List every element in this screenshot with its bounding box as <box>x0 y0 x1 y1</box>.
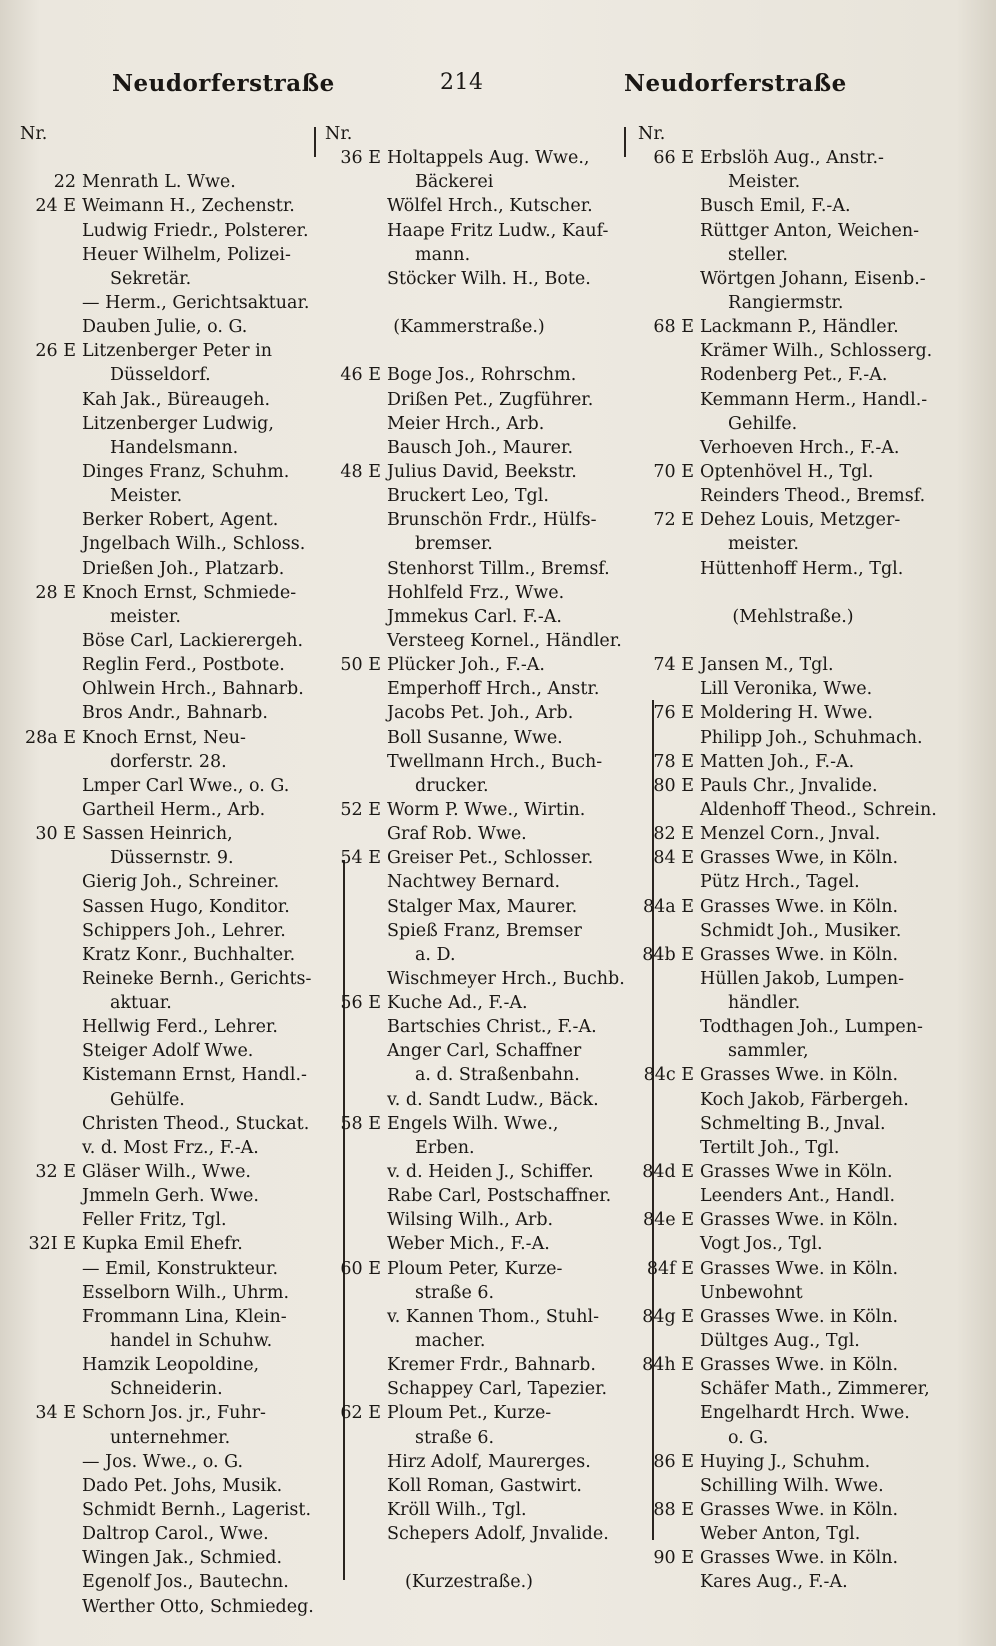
resident-text: Dehez Louis, Metzger- <box>700 510 901 531</box>
resident-text: Kuche Ad., F.-A. <box>387 993 528 1014</box>
resident-line: Schmelting B., Jnval. <box>700 1113 886 1134</box>
resident-line: Kremer Frdr., Bahnarb. <box>387 1355 596 1376</box>
resident-line: Kratz Konr., Buchhalter. <box>82 944 296 965</box>
column-number-label: Nr. <box>20 124 48 144</box>
resident-text: Optenhövel H., Tgl. <box>700 461 874 482</box>
resident-line: — Emil, Konstrukteur. <box>82 1258 279 1279</box>
resident-line: Drißen Pet., Zugführer. <box>387 389 594 410</box>
continuation-line: händler. <box>728 993 801 1014</box>
resident-line: Litzenberger Ludwig, <box>82 413 274 434</box>
resident-line: Kistemann Ernst, Handl.- <box>82 1065 307 1086</box>
resident-line: Bartschies Christ., F.-A. <box>387 1017 597 1038</box>
resident-line: v. d. Most Frz., F.-A. <box>82 1137 259 1158</box>
resident-text: Lackmann P., Händler. <box>700 317 899 338</box>
house-entry <box>20 339 320 363</box>
resident-line: — Herm., Gerichtsaktuar. <box>82 292 310 313</box>
resident-line: Leenders Ant., Handl. <box>700 1186 896 1207</box>
resident-line: v. d. Sandt Ludw., Bäck. <box>387 1089 599 1110</box>
resident-text: Engels Wilh. Wwe., <box>387 1113 559 1134</box>
continuation-line: a. D. <box>415 944 456 965</box>
resident-line: Philipp Joh., Schuhmach. <box>700 727 923 748</box>
resident-line: Busch Emil, F.-A. <box>700 196 851 217</box>
house-number: 72 E <box>653 510 694 531</box>
resident-line: Weber Mich., F.-A. <box>387 1234 550 1255</box>
resident-line: Schippers Joh., Lehrer. <box>82 920 286 941</box>
resident-text: Knoch Ernst, Schmiede- <box>82 582 297 603</box>
resident-line: Bros Andr., Bahnarb. <box>82 703 268 724</box>
house-number: 26 E <box>35 341 76 362</box>
continuation-line: handel in Schuhw. <box>110 1331 273 1352</box>
house-number: 84e E <box>643 1210 694 1231</box>
house-entry <box>325 991 633 1015</box>
resident-text: Grasses Wwe in Köln. <box>700 1162 893 1183</box>
resident-text: Greiser Pet., Schlosser. <box>387 848 594 869</box>
resident-line: Wörtgen Johann, Eisenb.- <box>700 268 926 289</box>
house-entry <box>638 1063 968 1087</box>
house-entry <box>638 846 968 870</box>
house-entry <box>325 1112 633 1136</box>
resident-text: Pauls Chr., Jnvalide. <box>700 775 878 796</box>
continuation-line: Düssernstr. 9. <box>110 848 234 869</box>
resident-line: v. Kannen Thom., Stuhl- <box>387 1306 600 1327</box>
continuation-line: straße 6. <box>415 1282 495 1303</box>
house-entry <box>325 363 633 387</box>
page-number: 214 <box>440 70 484 95</box>
house-entry <box>325 1401 633 1425</box>
house-entry <box>20 581 320 605</box>
resident-line: Koch Jakob, Färbergeh. <box>700 1089 909 1110</box>
resident-line: Bausch Joh., Maurer. <box>387 437 574 458</box>
spacer <box>638 581 968 605</box>
house-entry <box>638 1160 968 1184</box>
house-entry <box>325 653 633 677</box>
resident-line: Sassen Hugo, Konditor. <box>82 896 290 917</box>
resident-line: Krämer Wilh., Schlosserg. <box>700 341 933 362</box>
house-entry <box>325 460 633 484</box>
resident-line: Kröll Wilh., Tgl. <box>387 1500 527 1521</box>
house-number: 84h E <box>642 1355 694 1376</box>
resident-line: Reinders Theod., Bremsf. <box>700 486 926 507</box>
resident-text: Plücker Joh., F.-A. <box>387 655 545 676</box>
house-entry <box>638 895 968 919</box>
house-entry <box>638 146 968 170</box>
resident-line: Böse Carl, Lackierergeh. <box>82 630 304 651</box>
continuation-line: Handelsmann. <box>110 437 239 458</box>
resident-text: Kupka Emil Ehefr. <box>82 1234 243 1255</box>
resident-line: Frommann Lina, Klein- <box>82 1306 287 1327</box>
resident-text: Jansen M., Tgl. <box>700 655 834 676</box>
house-number: 52 E <box>340 799 381 820</box>
house-entry <box>638 943 968 967</box>
resident-line: Ohlwein Hrch., Bahnarb. <box>82 679 304 700</box>
resident-text: Grasses Wwe. in Köln. <box>700 1210 899 1231</box>
house-number: 74 E <box>653 655 694 676</box>
resident-line: Todthagen Joh., Lumpen- <box>700 1017 923 1038</box>
resident-line: Spieß Franz, Bremser <box>387 920 582 941</box>
house-number: 48 E <box>340 461 381 482</box>
house-number: 32I E <box>28 1234 76 1255</box>
resident-line: Jngelbach Wilh., Schloss. <box>82 534 306 555</box>
continuation-line: Gehilfe. <box>728 413 798 434</box>
house-number: 54 E <box>340 848 381 869</box>
house-entry <box>638 822 968 846</box>
house-number: 56 E <box>340 993 381 1014</box>
house-number: 50 E <box>340 655 381 676</box>
house-number: 84d E <box>642 1162 694 1183</box>
house-entry <box>20 1401 320 1425</box>
house-entry <box>638 1450 968 1474</box>
resident-line: Dauben Julie, o. G. <box>82 317 248 338</box>
resident-text: Matten Joh., F.-A. <box>700 751 855 772</box>
resident-line: Jmmeln Gerh. Wwe. <box>82 1186 259 1207</box>
continuation-line: Erben. <box>415 1137 475 1158</box>
resident-line: Schmidt Joh., Musiker. <box>700 920 902 941</box>
resident-line: Haape Fritz Ludw., Kauf- <box>387 220 609 241</box>
resident-line: Egenolf Jos., Bautechn. <box>82 1572 289 1593</box>
running-head-right: Neudorferstraße <box>624 70 847 97</box>
continuation-line: macher. <box>415 1331 486 1352</box>
house-number: 84a E <box>642 896 694 917</box>
continuation-line: Meister. <box>728 172 801 193</box>
resident-line: Reineke Bernh., Gerichts- <box>82 968 312 989</box>
resident-line: Berker Robert, Agent. <box>82 510 279 531</box>
house-entry <box>638 774 968 798</box>
continuation-line: Rangiermstr. <box>728 292 844 313</box>
house-number: 80 E <box>653 775 694 796</box>
house-entry <box>20 194 320 218</box>
resident-line: Unbewohnt <box>700 1282 803 1303</box>
resident-line: Jmmekus Carl. F.-A. <box>387 606 562 627</box>
house-entry <box>638 460 968 484</box>
resident-text: Erbslöh Aug., Anstr.- <box>700 148 884 169</box>
resident-line: Reglin Ferd., Postbote. <box>82 655 285 676</box>
resident-line: Anger Carl, Schaffner <box>387 1041 582 1062</box>
continuation-line: Schneiderin. <box>110 1379 223 1400</box>
resident-text: Huying J., Schuhm. <box>700 1451 871 1472</box>
resident-text: Grasses Wwe. in Köln. <box>700 1548 899 1569</box>
resident-line: Meier Hrch., Arb. <box>387 413 545 434</box>
house-number: 84c E <box>643 1065 694 1086</box>
resident-line: Kemmann Herm., Handl.- <box>700 389 928 410</box>
continuation-line: bremser. <box>415 534 493 555</box>
house-number: 76 E <box>653 703 694 724</box>
house-number: 46 E <box>340 365 381 386</box>
resident-line: Wingen Jak., Schmied. <box>82 1548 283 1569</box>
resident-line: Wischmeyer Hrch., Buchb. <box>387 968 625 989</box>
house-entry <box>638 1257 968 1281</box>
continuation-line: drucker. <box>415 775 489 796</box>
resident-line: Schmidt Bernh., Lagerist. <box>82 1500 312 1521</box>
continuation-line: mann. <box>415 244 471 265</box>
house-number: 34 E <box>35 1403 76 1424</box>
house-number: 68 E <box>653 317 694 338</box>
spacer <box>325 291 633 315</box>
resident-line: Ludwig Friedr., Polsterer. <box>82 220 309 241</box>
continuation-line: Meister. <box>110 486 183 507</box>
resident-line: Aldenhoff Theod., Schrein. <box>700 799 937 820</box>
house-number: 58 E <box>340 1113 381 1134</box>
house-entry <box>20 1232 320 1256</box>
house-entry <box>638 1498 968 1522</box>
resident-line: Gierig Joh., Schreiner. <box>82 872 280 893</box>
resident-line: Pütz Hrch., Tagel. <box>700 872 860 893</box>
resident-line: Vogt Jos., Tgl. <box>700 1234 823 1255</box>
resident-text: Grasses Wwe. in Köln. <box>700 1306 899 1327</box>
resident-line: Lill Veronika, Wwe. <box>700 679 873 700</box>
resident-line: Rabe Carl, Postschaffner. <box>387 1186 612 1207</box>
house-entry <box>638 315 968 339</box>
resident-line: Hohlfeld Frz., Wwe. <box>387 582 565 603</box>
resident-line: Steiger Adolf Wwe. <box>82 1041 254 1062</box>
house-number: 88 E <box>653 1500 694 1521</box>
house-entry <box>325 146 633 170</box>
resident-text: Grasses Wwe. in Köln. <box>700 1500 899 1521</box>
resident-text: Gläser Wilh., Wwe. <box>82 1162 251 1183</box>
resident-text: Ploum Peter, Kurze- <box>387 1258 563 1279</box>
spacer <box>638 629 968 653</box>
cross-street-heading: (Kammerstraße.) <box>393 317 545 338</box>
resident-text: Schorn Jos. jr., Fuhr- <box>82 1403 266 1424</box>
resident-line: Bruckert Leo, Tgl. <box>387 486 549 507</box>
resident-line: Hüttenhoff Herm., Tgl. <box>700 558 904 579</box>
house-number: 84f E <box>646 1258 694 1279</box>
resident-text: Moldering H. Wwe. <box>700 703 873 724</box>
continuation-line: unternehmer. <box>110 1427 231 1448</box>
resident-text: Grasses Wwe. in Köln. <box>700 1258 899 1279</box>
house-number: 30 E <box>35 824 76 845</box>
house-number: 60 E <box>340 1258 381 1279</box>
house-number: 28 E <box>35 582 76 603</box>
continuation-line: Gehülfe. <box>110 1089 185 1110</box>
continuation-line: Sekretär. <box>110 268 192 289</box>
house-entry <box>325 846 633 870</box>
house-number: 24 E <box>35 196 76 217</box>
resident-line: Daltrop Carol., Wwe. <box>82 1524 269 1545</box>
house-number: 62 E <box>340 1403 381 1424</box>
resident-text: Holtappels Aug. Wwe., <box>387 148 590 169</box>
house-number: 82 E <box>653 824 694 845</box>
resident-text: Weimann H., Zechenstr. <box>82 196 295 217</box>
resident-line: Boll Susanne, Wwe. <box>387 727 563 748</box>
directory-column-right <box>638 122 968 1595</box>
resident-text: Grasses Wwe. in Köln. <box>700 896 899 917</box>
resident-line: Hamzik Leopoldine, <box>82 1355 260 1376</box>
house-entry <box>20 1160 320 1184</box>
spacer <box>325 1546 633 1570</box>
house-number: 28a E <box>24 727 76 748</box>
house-number: 84g E <box>642 1306 694 1327</box>
spacer <box>20 146 320 170</box>
resident-line: Lmper Carl Wwe., o. G. <box>82 775 290 796</box>
house-entry <box>325 798 633 822</box>
resident-line: Hüllen Jakob, Lumpen- <box>700 968 905 989</box>
resident-text: Julius David, Beekstr. <box>387 461 577 482</box>
resident-line: Kares Aug., F.-A. <box>700 1572 848 1593</box>
resident-line: Engelhardt Hrch. Wwe. <box>700 1403 910 1424</box>
continuation-line: dorferstr. 28. <box>110 751 227 772</box>
house-number: 36 E <box>340 148 381 169</box>
resident-text: Litzenberger Peter in <box>82 341 273 362</box>
directory-column-middle <box>325 122 633 1595</box>
resident-line: Heuer Wilhelm, Polizei- <box>82 244 291 265</box>
cross-street-heading: (Kurzestraße.) <box>405 1572 533 1593</box>
resident-line: Feller Fritz, Tgl. <box>82 1210 227 1231</box>
resident-line: Schappey Carl, Tapezier. <box>387 1379 608 1400</box>
continuation-line: Bäckerei <box>415 172 494 193</box>
house-entry <box>638 701 968 725</box>
resident-line: Brunschön Frdr., Hülfs- <box>387 510 597 531</box>
resident-line: Twellmann Hrch., Buch- <box>387 751 603 772</box>
resident-line: Koll Roman, Gastwirt. <box>387 1475 582 1496</box>
resident-line: Tertilt Joh., Tgl. <box>700 1137 840 1158</box>
house-entry <box>20 170 320 194</box>
resident-line: Graf Rob. Wwe. <box>387 824 527 845</box>
resident-line: Hellwig Ferd., Lehrer. <box>82 1017 278 1038</box>
resident-line: Werther Otto, Schmiedeg. <box>82 1596 314 1617</box>
house-entry <box>20 726 320 750</box>
house-number: 90 E <box>653 1548 694 1569</box>
spacer <box>325 339 633 363</box>
directory-column-left <box>20 122 320 1619</box>
resident-line: — Jos. Wwe., o. G. <box>82 1451 244 1472</box>
resident-line: Rüttger Anton, Weichen- <box>700 220 919 241</box>
house-number: 70 E <box>653 461 694 482</box>
resident-line: Versteeg Kornel., Händler. <box>387 630 622 651</box>
continuation-line: aktuar. <box>110 993 172 1014</box>
resident-text: Grasses Wwe. in Köln. <box>700 944 899 965</box>
resident-line: Weber Anton, Tgl. <box>700 1524 861 1545</box>
resident-text: Grasses Wwe. in Köln. <box>700 1065 899 1086</box>
column-number-label: Nr. <box>638 124 666 144</box>
resident-line: Wölfel Hrch., Kutscher. <box>387 196 593 217</box>
resident-line: Rodenberg Pet., F.-A. <box>700 365 888 386</box>
house-entry <box>638 1353 968 1377</box>
resident-line: Dinges Franz, Schuhm. <box>82 461 290 482</box>
resident-text: Knoch Ernst, Neu- <box>82 727 246 748</box>
resident-line: Schäfer Math., Zimmerer, <box>700 1379 930 1400</box>
house-entry <box>638 508 968 532</box>
running-head-left: Neudorferstraße <box>112 70 335 97</box>
resident-line: Wilsing Wilh., Arb. <box>387 1210 554 1231</box>
resident-text: Ploum Pet., Kurze- <box>387 1403 552 1424</box>
cross-street-heading: (Mehlstraße.) <box>732 606 854 627</box>
resident-line: Verhoeven Hrch., F.-A. <box>700 437 900 458</box>
resident-text: Grasses Wwe, in Köln. <box>700 848 899 869</box>
house-entry <box>638 1546 968 1570</box>
resident-text: Menrath L. Wwe. <box>82 172 236 193</box>
continuation-line: a. d. Straßenbahn. <box>415 1065 580 1086</box>
house-number: 66 E <box>653 148 694 169</box>
resident-text: Worm P. Wwe., Wirtin. <box>387 799 586 820</box>
continuation-line: meister. <box>110 606 181 627</box>
continuation-line: steller. <box>728 244 788 265</box>
resident-line: Jacobs Pet. Joh., Arb. <box>387 703 574 724</box>
resident-line: Schilling Wilh. Wwe. <box>700 1475 884 1496</box>
continuation-line: straße 6. <box>415 1427 495 1448</box>
resident-line: v. d. Heiden J., Schiffer. <box>387 1162 594 1183</box>
house-entry <box>325 1257 633 1281</box>
resident-line: Emperhoff Hrch., Anstr. <box>387 679 600 700</box>
continuation-line: Düsseldorf. <box>110 365 211 386</box>
house-entry <box>638 1208 968 1232</box>
house-number: 86 E <box>653 1451 694 1472</box>
house-entry <box>638 750 968 774</box>
resident-line: Drießen Joh., Platzarb. <box>82 558 285 579</box>
resident-line: Nachtwey Bernard. <box>387 872 561 893</box>
resident-line: Dültges Aug., Tgl. <box>700 1331 860 1352</box>
resident-line: Hirz Adolf, Maurerges. <box>387 1451 591 1472</box>
column-number-label: Nr. <box>325 124 353 144</box>
resident-text: Boge Jos., Rohrschm. <box>387 365 577 386</box>
house-number: 84 E <box>653 848 694 869</box>
resident-text: Sassen Heinrich, <box>82 824 233 845</box>
house-number: 22 <box>53 172 76 193</box>
house-entry <box>638 1305 968 1329</box>
house-number: 32 E <box>35 1162 76 1183</box>
resident-line: Dado Pet. Johs, Musik. <box>82 1475 283 1496</box>
house-entry <box>638 653 968 677</box>
resident-line: Gartheil Herm., Arb. <box>82 799 266 820</box>
resident-line: Stenhorst Tillm., Bremsf. <box>387 558 610 579</box>
continuation-line: meister. <box>728 534 799 555</box>
resident-line: Esselborn Wilh., Uhrm. <box>82 1282 290 1303</box>
resident-line: Schepers Adolf, Jnvalide. <box>387 1524 609 1545</box>
resident-line: Stalger Max, Maurer. <box>387 896 578 917</box>
resident-line: Stöcker Wilh. H., Bote. <box>387 268 591 289</box>
resident-text: Menzel Corn., Jnval. <box>700 824 881 845</box>
house-number: 84b E <box>642 944 694 965</box>
resident-line: Kah Jak., Büreaugeh. <box>82 389 271 410</box>
resident-line: Christen Theod., Stuckat. <box>82 1113 310 1134</box>
continuation-line: o. G. <box>728 1427 769 1448</box>
house-entry <box>20 822 320 846</box>
continuation-line: sammler, <box>728 1041 809 1062</box>
resident-text: Grasses Wwe. in Köln. <box>700 1355 899 1376</box>
house-number: 78 E <box>653 751 694 772</box>
